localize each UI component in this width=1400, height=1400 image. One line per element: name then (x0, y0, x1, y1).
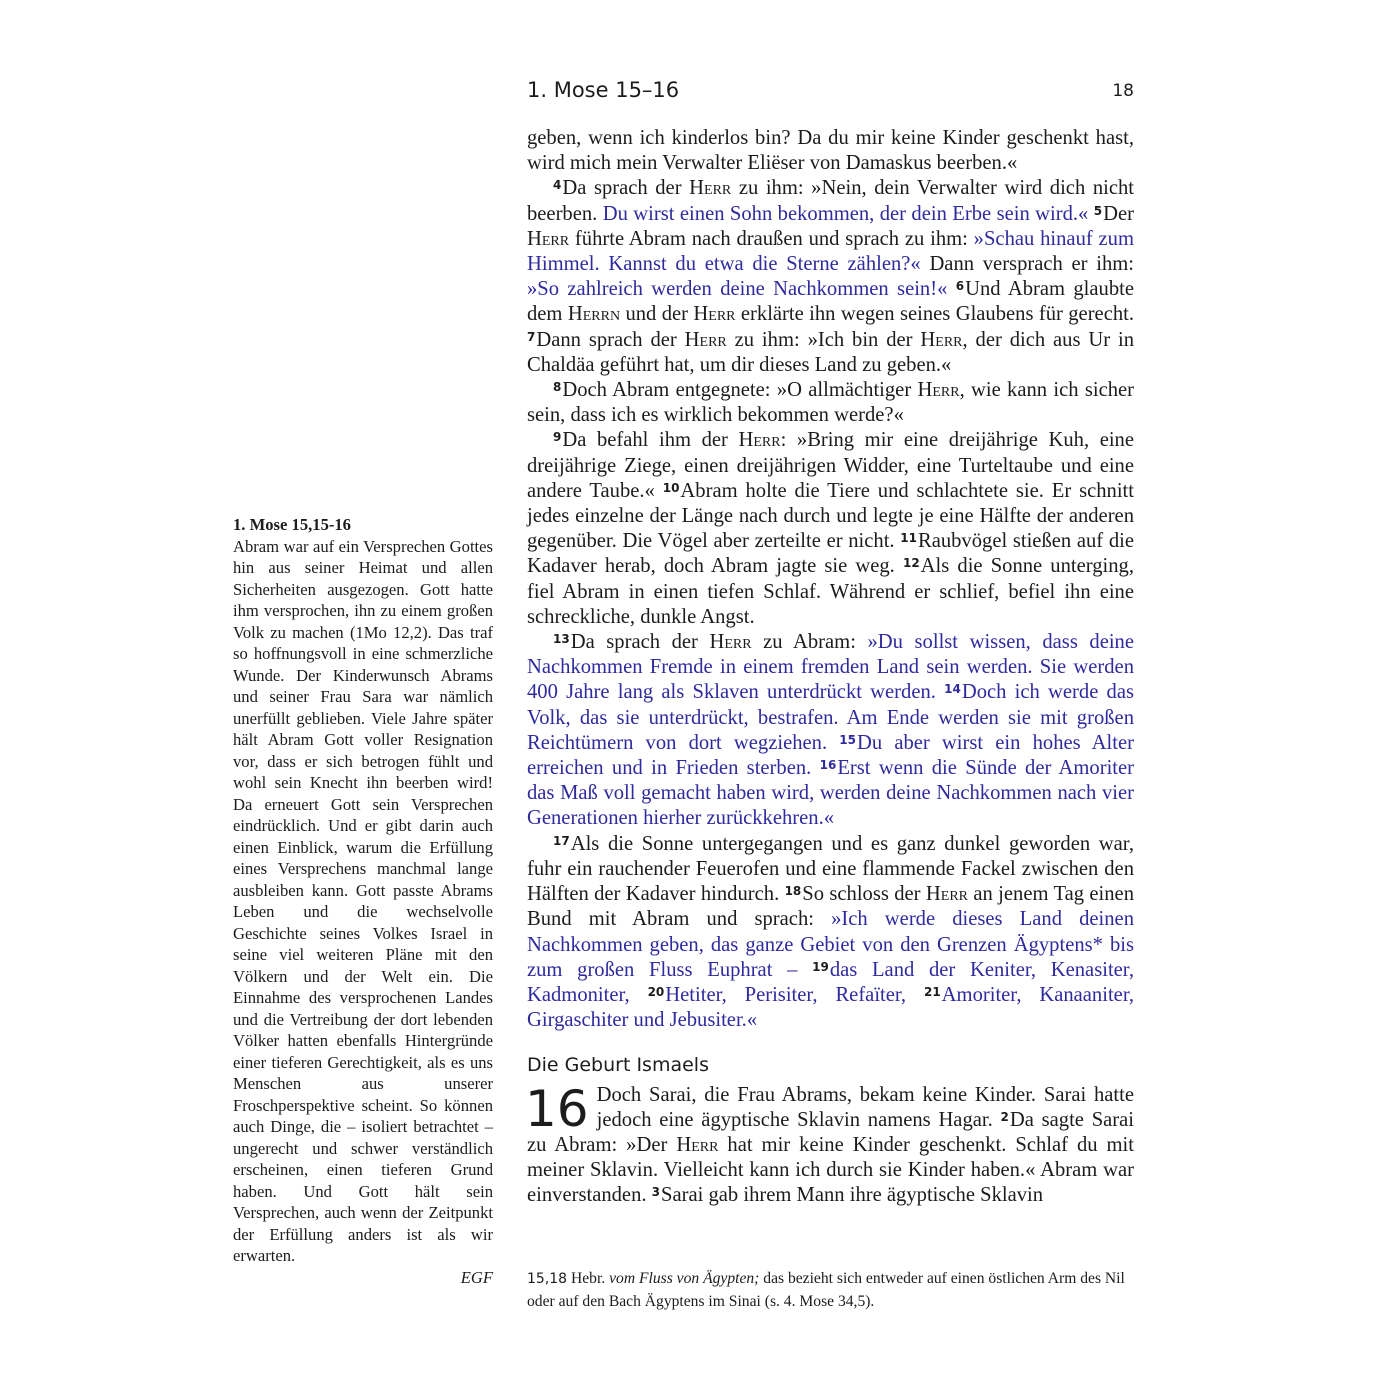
verse-number: 8 (553, 380, 562, 395)
devotional-sidebar (233, 514, 493, 1288)
divine-name: Herr (920, 328, 963, 351)
verse-number: 19 (812, 959, 829, 974)
page-header (527, 78, 1134, 110)
divine-name: Herr (917, 379, 960, 402)
verse-number: 9 (553, 430, 562, 445)
paragraph: $^9$Da befahl ihm der Herr: »Bring mir eine dreijährige Kuh, eine dreijährige Ziege, einen dreijährigen Widder, eine Turteltaube und eine andere Taube.« $^{10}$Abram holte die Tiere und schlachtete sie. Er schnitt jedes einzelne der Länge nach durch und legte je eine Hälfte der anderen gegenüber. Die Vögel aber zerteilte er nicht. $^{11}$Raubvögel stießen auf die Kadaver herab, doch Abram jagte sie weg. $^{12}$Als die Sonne unterging, fiel Abram in einen tiefen Schlaf. Während er schlief, befiel ihn eine schreckliche, dunkle Angst. (527, 429, 1135, 628)
page-number: 18 (1112, 81, 1134, 101)
chapter-number: 16 (525, 1079, 589, 1138)
verse-number: 3 (651, 1185, 661, 1200)
god-speech: Du aber wirst ein hohes Alter erreichen und in Frieden sterben. (527, 731, 1134, 780)
sidebar-body: Abram war auf ein Versprechen Gottes hin aus seiner Heimat und allen Sicherheiten ausgezogen. Gott hatte ihm versprochen, ihn zu einem großen Volk zu machen (1Mo 12,2). Das traf so hoffnungsvoll in eine schmerzliche Wunde. Der Kinderwunsch Abrams und seiner Frau Sara war nämlich unerfüllt geblieben. Viele Jahre später hält Abram Gott voller Resignation vor, dass er sich betrogen fühlt und wohl sein Knecht ihn beerben wird! Da erneuert Gott sein Versprechen eindrücklich. Und er gibt darin auch einen Einblick, warum die Erfüllung eines Versprechens manchmal lange ausbleiben kann. Gott passte Abrams Leben und die wechselvolle Geschichte seines Volkes Israel in seine viel weiteren Pläne mit den Völkern und der Welt ein. Die Einnahme des versprochenen Landes und die Vertreibung der dort lebenden Völker hatten ebenfalls Hintergründe einer tieferen Gerechtigkeit, als es uns Menschen aus unserer Froschperspektive scheint. So können auch Dinge, die – isoliert betrachtet – ungerecht und schwer verständlich erscheinen, einen tieferen Grund haben. Und Gott hält sein Versprechen, auch wenn der Zeitpunkt der Erfüllung anders ist als wir erwarten. (233, 536, 493, 1265)
verse-number: 16 (819, 758, 837, 773)
verse-number: 17 (553, 833, 570, 848)
sidebar-author: EGF (460, 1267, 493, 1287)
verse-number: 10 (662, 480, 680, 495)
divine-name: Herr (676, 1133, 719, 1156)
paragraph: $^4$Da sprach der Herr zu ihm: »Nein, dein Verwalter wird dich nicht beerben. Du wirst einen Sohn bekommen, der dein Erbe sein wird.« $^5$Der Herr führte Abram nach draußen und sprach zu ihm: »Schau hinauf zum Himmel. Kannst du etwa die Sterne zählen?« Dann versprach er ihm: »So zahlreich werden deine Nachkommen sein!« $^6$Und Abram glaubte dem Herrn und der Herr erklärte ihn wegen seines Glaubens für gerecht. $^7$Dann sprach der Herr zu ihm: »Ich bin der Herr, der dich aus Ur in Chaldäa geführt hat, um dir dieses Land zu geben.« (527, 177, 1135, 376)
divine-name: Herrn (567, 303, 621, 326)
footnote: 15,18 Hebr. vom Fluss von Ägypten; das bezieht sich entweder auf einen östlichen Arm des Nil oder auf den Bach Ägyptens im Sinai (s. 4. Mose 34,5). (527, 1270, 1125, 1310)
verse-number: 4 (553, 178, 562, 193)
verse-number: 12 (902, 556, 920, 571)
verse-number: 13 (553, 632, 570, 647)
divine-name: Herr (738, 429, 781, 452)
bible-text-column (527, 126, 1134, 1209)
god-speech: Doch ich werde das Volk, das sie unterdrückt, bestrafen. Am Ende werden sie mit großen Reichtümern von dort wegziehen. (527, 681, 1134, 754)
god-speech: »Ich werde dieses Land deinen Nachkommen geben, das ganze Gebiet von den Grenzen Ägyptens* bis zum großen Fluss Euphrat – (527, 908, 1134, 981)
divine-name: Herr (693, 303, 736, 326)
verse-number: 20 (647, 984, 665, 999)
paragraph: $^8$Doch Abram entgegnete: »O allmächtiger Herr, wie kann ich sicher sein, dass ich es wirklich bekommen werde?« (527, 379, 1135, 427)
divine-name: Herr (527, 227, 570, 250)
divine-name: Herr (709, 631, 752, 654)
paragraph: $^{17}$Als die Sonne untergegangen und es ganz dunkel geworden war, fuhr ein rauchender Feuerofen und eine flammende Fackel zwischen den Hälften der Kadaver hindurch. $^{18}$So schloss der Herr an jenem Tag einen Bund mit Abram und sprach: »Ich werde dieses Land deinen Nachkommen geben, das ganze Gebiet von den Grenzen Ägyptens* bis zum großen Fluss Euphrat – $^{19}$das Land der Keniter, Kenasiter, Kadmoniter, $^{20}$Hetiter, Perisiter, Refaïter, $^{21}$Amoriter, Kanaaniter, Girgaschiter und Jebusiter.« (527, 832, 1134, 1032)
chapter-opening: 16 Doch Sarai, die Frau Abrams, bekam keine Kinder. Sarai hatte jedoch eine ägyptische Sklavin namens Hagar. $^2$Da sagte Sarai zu Abram: »Der Herr hat mir keine Kinder geschenkt. Schlaf du mit meiner Sklavin. Vielleicht kann ich durch sie Kinder haben.« Abram war einverstanden. $^3$Sarai gab ihrem Mann ihre ägyptische Sklavin (525, 1079, 1135, 1207)
god-speech: »So zahlreich werden deine Nachkommen sein!« (527, 278, 948, 301)
sidebar-title: 1. Mose 15,15-16 (233, 515, 351, 534)
verse-number: 14 (944, 682, 961, 697)
god-speech: Erst wenn die Sünde der Amoriter das Maß voll gemacht haben wird, werden deine Nachkommen nach vier Generationen hierher zurückkehren.« (527, 757, 1135, 830)
footnote-ref: 15,18 (527, 1271, 568, 1287)
god-speech: Du wirst einen Sohn bekommen, der dein Erbe sein wird.« (602, 202, 1089, 225)
verse-number: 7 (527, 329, 536, 344)
section-heading: Die Geburt Ismaels (527, 1054, 709, 1077)
footnote-emphasis: vom Fluss von Ägypten; (609, 1270, 760, 1287)
divine-name: Herr (684, 328, 727, 351)
verse-number: 21 (923, 984, 941, 999)
verse-number: 6 (955, 279, 965, 294)
god-speech: »Du sollst wissen, dass deine Nachkommen Fremde in einem fremden Land sein werden. Sie werden 400 Jahre lang als Sklaven unterdrückt werden. (527, 631, 1134, 704)
verse-number: 2 (1000, 1109, 1009, 1124)
paragraph: $^{13}$Da sprach der Herr zu Abram: »Du sollst wissen, dass deine Nachkommen Fremde in einem fremden Land sein werden. Sie werden 400 Jahre lang als Sklaven unterdrückt werden. $^{14}$Doch ich werde das Volk, das sie unterdrückt, bestrafen. Am Ende werden sie mit großen Reichtümern von dort wegziehen. $^{15}$Du aber wirst ein hohes Alter erreichen und in Frieden sterben. $^{16}$Erst wenn die Sünde der Amoriter das Maß voll gemacht haben wird, werden deine Nachkommen nach vier Generationen hierher zurückkehren.« (527, 631, 1135, 830)
verse-number: 11 (900, 531, 917, 546)
verse-number: 5 (1093, 203, 1103, 218)
verse-number: 18 (784, 884, 802, 899)
verse-number: 15 (839, 732, 856, 747)
running-head: 1. Mose 15–16 (527, 78, 680, 102)
god-speech: das Land der Keniter, Kenasiter, Kadmoniter, (527, 958, 1134, 1006)
divine-name: Herr (689, 177, 732, 200)
god-speech: Amoriter, Kanaaniter, Girgaschiter und Jebusiter.« (527, 983, 1134, 1032)
verse-continuation: geben, wenn ich kinderlos bin? Da du mir keine Kinder geschenkt hast, wird mich mein Verwalter Eliëser von Damaskus beerben.« (527, 127, 1134, 175)
god-speech: Hetiter, Perisiter, Refaïter, (665, 983, 907, 1006)
divine-name: Herr (925, 883, 969, 906)
god-speech: »Schau hinauf zum Himmel. Kannst du etwa die Sterne zählen?« (527, 227, 1134, 276)
